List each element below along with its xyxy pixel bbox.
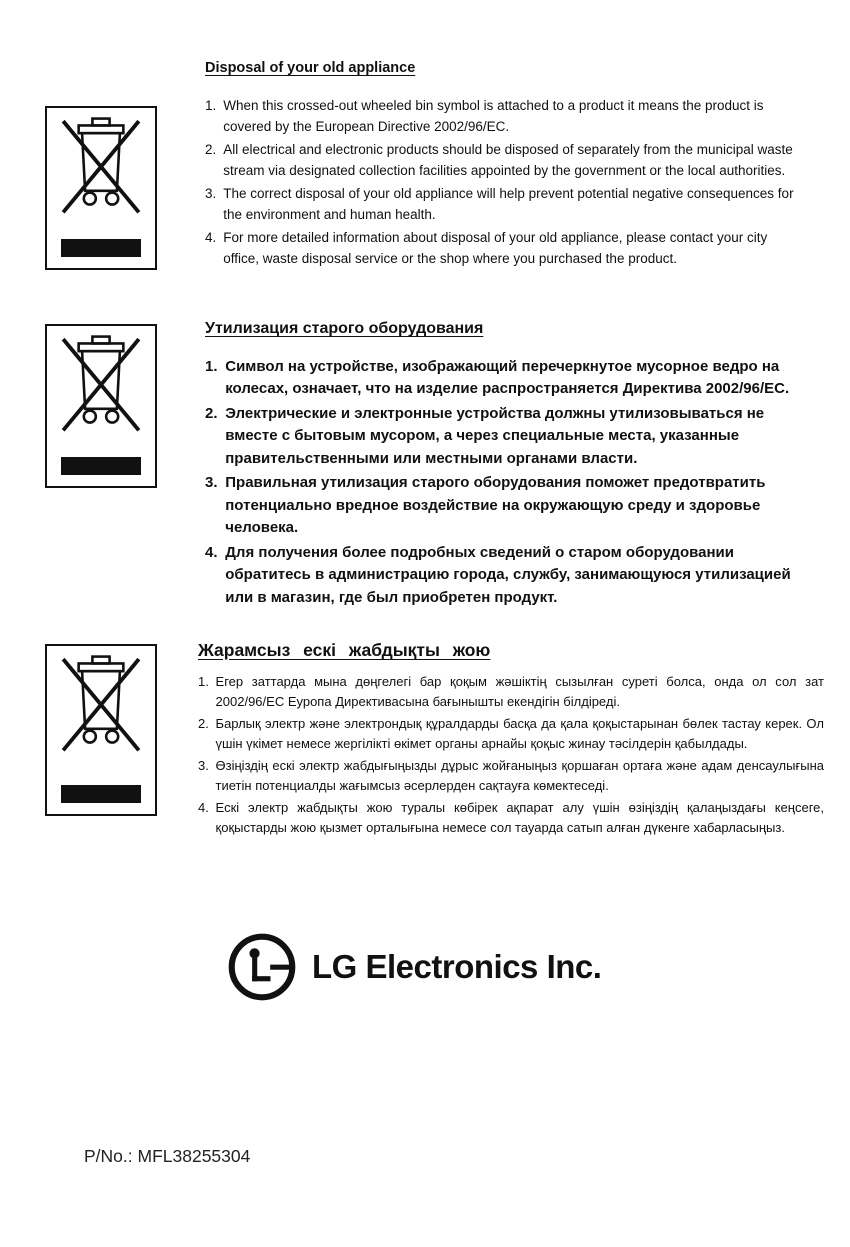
item-text: Электрические и электронные устройства должны утилизовываться не вместе с бытовым мусором, а через специальные места, указанные правительственными или местными органами власти. (225, 404, 765, 467)
item-text: When this crossed-out wheeled bin symbol is attached to a product it means the product is covered by the European Directive 2002/96/EC. (223, 97, 764, 134)
item-text: The correct disposal of your old appliance will help prevent potential negative consequences for the environment and human health. (223, 185, 794, 222)
list-item (205, 183, 805, 226)
item-number: 4. (205, 543, 218, 561)
weee-black-bar (61, 785, 141, 803)
item-number: 2. (205, 404, 218, 422)
weee-icon-box (45, 324, 157, 488)
lg-logo (228, 933, 601, 1001)
item-text: For more detailed information about disposal of your old appliance, please contact your city office, waste disposal service or the shop where you purchased the product. (223, 229, 768, 266)
item-number: 3. (198, 758, 209, 773)
list-item (205, 356, 810, 401)
lg-logo-text: LG Electronics Inc. (312, 948, 602, 985)
list-item (205, 139, 805, 182)
item-text: Өзіңіздің ескі электр жабдығыңызды дұрыс жойғаныңыз қоршаған ортаға және адам денсаулығына тиетін потенциалды жағымсыз әсерлерден сақтауға көмектеседі. (215, 758, 824, 793)
section-disposal-ru (205, 318, 810, 611)
section-disposal-kk (198, 640, 824, 840)
item-text: Егер заттарда мына дөңгелегі бар қоқым жәшіктің сызылған суреті болса, онда ол сол зат 2002/96/EC Еуропа Директивасына бағынышты екендігін білдіреді. (215, 674, 824, 709)
list-item (205, 472, 810, 540)
item-text: Правильная утилизация старого оборудования поможет предотвратить потенциально вредное воздействие на окружающую среду и здоровье человека. (225, 474, 766, 536)
section-heading-ru: Утилизация старого оборудования (205, 320, 484, 337)
disposal-list-en (205, 95, 805, 270)
item-number: 1. (205, 97, 217, 113)
list-item (198, 672, 824, 712)
section-heading-kk: Жарамсыз ескі жабдықты жою (198, 640, 491, 660)
section-heading-en: Disposal of your old appliance (205, 60, 416, 76)
list-item (198, 798, 824, 838)
item-number: 2. (198, 716, 209, 731)
item-number: 1. (205, 357, 218, 375)
item-number: 1. (198, 674, 209, 689)
crossed-out-wheeled-bin-icon (58, 116, 144, 223)
item-number: 2. (205, 141, 217, 157)
item-text: All electrical and electronic products should be disposed of separately from the municipal waste stream via designated collection facilities appointed by the government or the local authorities. (223, 141, 793, 178)
list-item (205, 95, 805, 138)
weee-black-bar (61, 239, 141, 257)
list-item (198, 756, 824, 796)
list-item (205, 542, 810, 610)
disposal-list-ru (205, 356, 810, 610)
list-item (205, 227, 805, 270)
crossed-out-wheeled-bin-icon (58, 654, 144, 761)
item-number: 4. (198, 800, 209, 815)
item-text: Ескі электр жабдықты жою туралы көбірек ақпарат алу үшін өзіңіздің қалаңыздағы кеңсеге, қоқыстарды жою қызмет орталығына немесе сол тауарда сатып алған дүкенге хабарласыңыз. (215, 800, 824, 835)
weee-black-bar (61, 457, 141, 475)
crossed-out-wheeled-bin-icon (58, 334, 144, 441)
section-disposal-en (205, 58, 805, 271)
item-number: 3. (205, 185, 217, 201)
part-number: P/No.: MFL38255304 (84, 1146, 251, 1166)
item-text: Символ на устройстве, изображающий перечеркнутое мусорное ведро на колесах, означает, что на изделие распространяется Директива 2002/96/EC. (225, 357, 790, 397)
item-text: Для получения более подробных сведений о старом оборудовании обратитесь в администрацию города, службу, занимающуюся утилизацией или в магазин, где был приобретен продукт. (225, 543, 791, 606)
list-item (198, 714, 824, 754)
item-number: 4. (205, 229, 217, 245)
disposal-list-kk (198, 672, 824, 838)
item-number: 3. (205, 474, 218, 491)
weee-icon-box (45, 644, 157, 816)
item-text: Барлық электр және электрондық құралдарды басқа да қала қоқыстарынан бөлек тастау керек. Ол үшін үкімет немесе жергілікті өкімет органы арнайы қоқыс жинау тәсілдерін қабылдады. (215, 716, 824, 751)
lg-symbol-icon (228, 933, 296, 1001)
list-item (205, 403, 810, 471)
weee-icon-box (45, 106, 157, 270)
